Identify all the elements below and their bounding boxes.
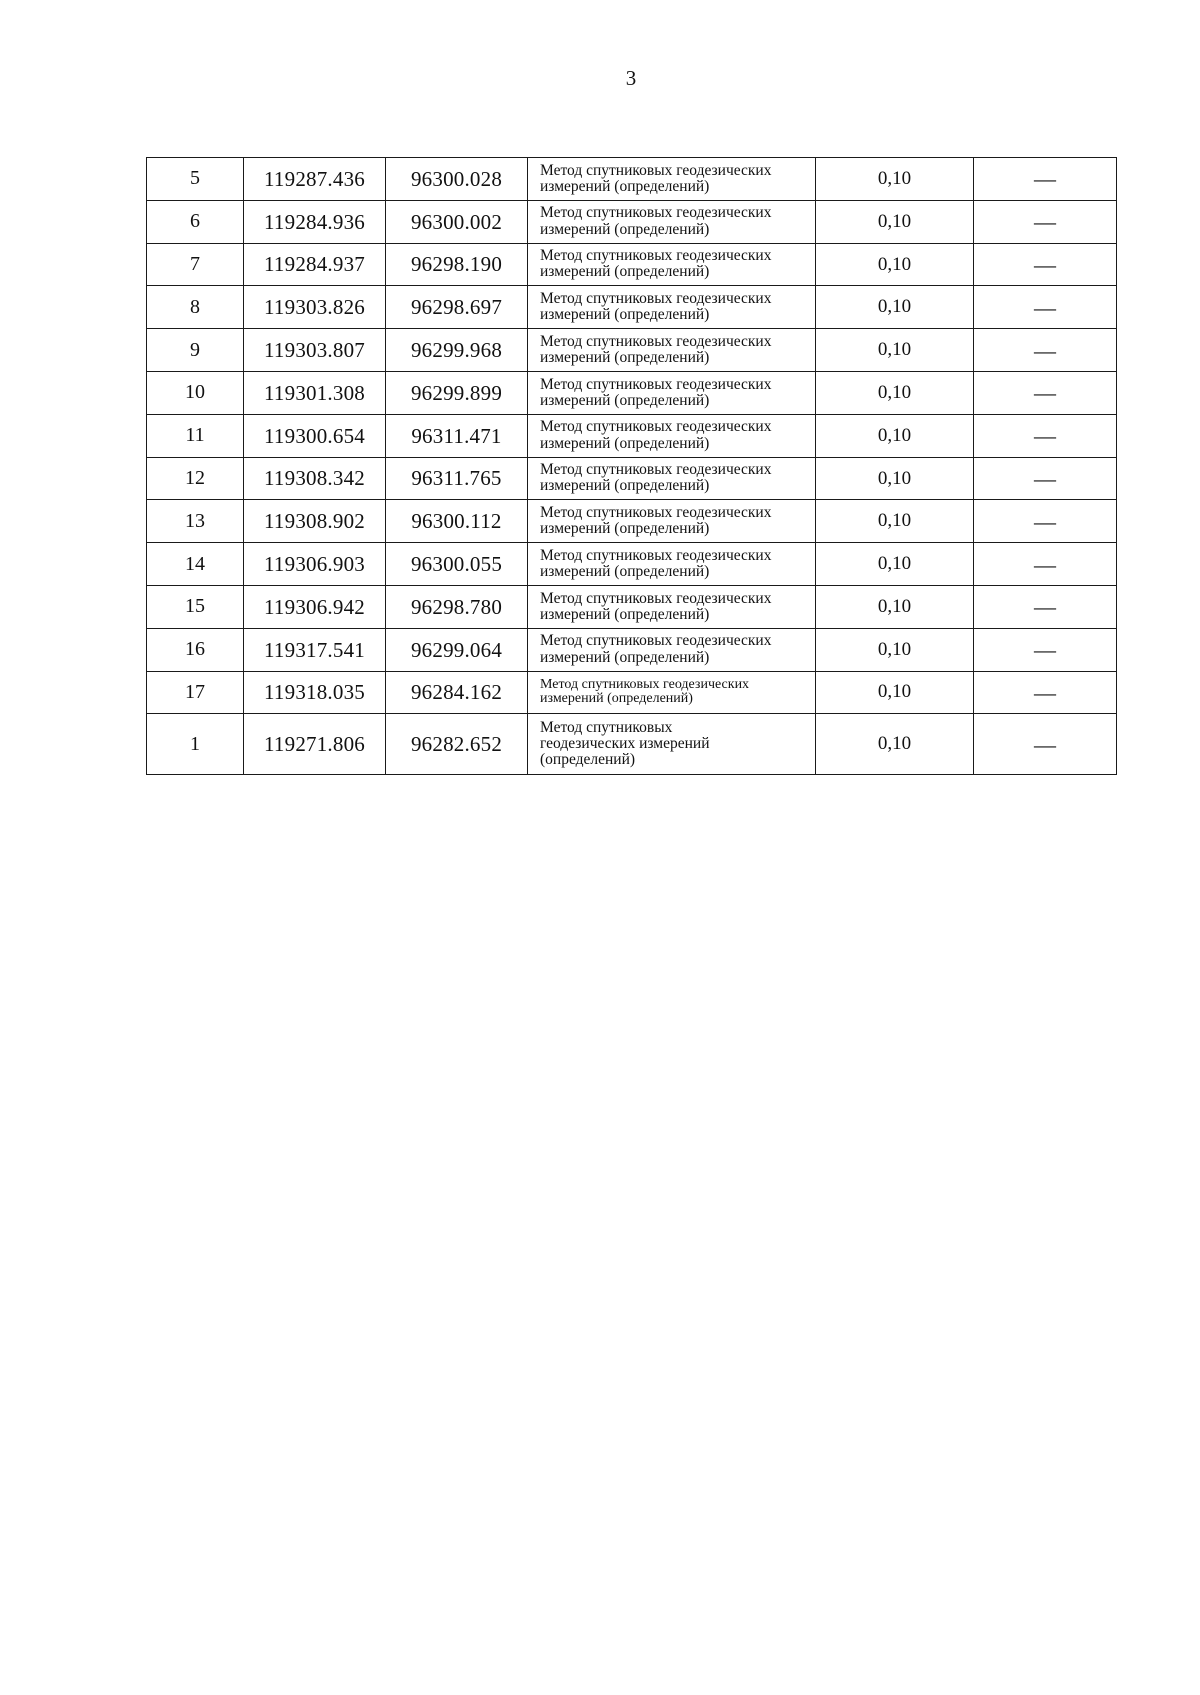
method-text-line: измерений (определений) <box>540 177 710 195</box>
accuracy-cell: 0,10 <box>816 714 974 775</box>
y-coordinate-cell: 96298.780 <box>386 585 528 628</box>
method-cell <box>528 158 816 201</box>
point-number-cell: 15 <box>147 585 244 628</box>
point-number-cell: 12 <box>147 457 244 500</box>
table-row <box>147 714 1117 775</box>
description-cell: — <box>974 500 1117 543</box>
accuracy-cell: 0,10 <box>816 457 974 500</box>
method-cell <box>528 671 816 714</box>
x-coordinate-cell: 119284.936 <box>244 200 386 243</box>
method-cell <box>528 371 816 414</box>
table-row <box>147 200 1117 243</box>
method-text-line: измерений (определений) <box>540 220 710 238</box>
method-text-line: Метод спутниковых геодезических <box>540 676 750 692</box>
table-row <box>147 371 1117 414</box>
accuracy-cell: 0,10 <box>816 243 974 286</box>
y-coordinate-cell: 96299.064 <box>386 628 528 671</box>
description-cell: — <box>974 243 1117 286</box>
method-text-line: Метод спутниковых геодезических <box>540 461 772 479</box>
description-cell: — <box>974 671 1117 714</box>
method-text-line: измерений (определений) <box>540 434 710 452</box>
x-coordinate-cell: 119300.654 <box>244 414 386 457</box>
method-text-line: (определений) <box>540 751 636 769</box>
table-row <box>147 671 1117 714</box>
method-cell <box>528 414 816 457</box>
point-number-cell: 10 <box>147 371 244 414</box>
method-cell <box>528 329 816 372</box>
method-text-line: измерений (определений) <box>540 520 710 538</box>
method-text-line: Метод спутниковых геодезических <box>540 161 772 179</box>
table-row <box>147 585 1117 628</box>
description-cell: — <box>974 286 1117 329</box>
x-coordinate-cell: 119271.806 <box>244 714 386 775</box>
x-coordinate-cell: 119303.826 <box>244 286 386 329</box>
method-text-line: измерений (определений) <box>540 691 693 707</box>
x-coordinate-cell: 119284.937 <box>244 243 386 286</box>
y-coordinate-cell: 96298.190 <box>386 243 528 286</box>
y-coordinate-cell: 96282.652 <box>386 714 528 775</box>
description-cell: — <box>974 714 1117 775</box>
point-number-cell: 8 <box>147 286 244 329</box>
accuracy-cell: 0,10 <box>816 628 974 671</box>
method-cell <box>528 200 816 243</box>
method-text-line: измерений (определений) <box>540 306 710 324</box>
y-coordinate-cell: 96300.112 <box>386 500 528 543</box>
description-cell: — <box>974 628 1117 671</box>
x-coordinate-cell: 119308.902 <box>244 500 386 543</box>
table-row <box>147 628 1117 671</box>
x-coordinate-cell: 119317.541 <box>244 628 386 671</box>
page-number: 3 <box>625 66 637 90</box>
point-number-cell: 17 <box>147 671 244 714</box>
y-coordinate-cell: 96298.697 <box>386 286 528 329</box>
method-text-line: Метод спутниковых геодезических <box>540 247 772 265</box>
table-row <box>147 543 1117 586</box>
y-coordinate-cell: 96284.162 <box>386 671 528 714</box>
method-text-line: Метод спутниковых геодезических <box>540 418 772 436</box>
method-text-line: Метод спутниковых геодезических <box>540 204 772 222</box>
accuracy-cell: 0,10 <box>816 200 974 243</box>
accuracy-cell: 0,10 <box>816 329 974 372</box>
accuracy-cell: 0,10 <box>816 371 974 414</box>
description-cell: — <box>974 158 1117 201</box>
x-coordinate-cell: 119303.807 <box>244 329 386 372</box>
coordinates-table-body <box>147 158 1117 775</box>
method-text-line: Метод спутниковых геодезических <box>540 375 772 393</box>
method-cell <box>528 543 816 586</box>
x-coordinate-cell: 119301.308 <box>244 371 386 414</box>
method-text-line: измерений (определений) <box>540 605 710 623</box>
y-coordinate-cell: 96311.765 <box>386 457 528 500</box>
accuracy-cell: 0,10 <box>816 414 974 457</box>
method-text-line: Метод спутниковых геодезических <box>540 589 772 607</box>
x-coordinate-cell: 119318.035 <box>244 671 386 714</box>
method-cell <box>528 585 816 628</box>
table-row <box>147 286 1117 329</box>
accuracy-cell: 0,10 <box>816 585 974 628</box>
method-text-line: измерений (определений) <box>540 563 710 581</box>
x-coordinate-cell: 119287.436 <box>244 158 386 201</box>
table-row <box>147 457 1117 500</box>
y-coordinate-cell: 96311.471 <box>386 414 528 457</box>
table-row <box>147 158 1117 201</box>
accuracy-cell: 0,10 <box>816 500 974 543</box>
accuracy-cell: 0,10 <box>816 543 974 586</box>
x-coordinate-cell: 119308.342 <box>244 457 386 500</box>
y-coordinate-cell: 96299.899 <box>386 371 528 414</box>
x-coordinate-cell: 119306.942 <box>244 585 386 628</box>
method-cell <box>528 457 816 500</box>
description-cell: — <box>974 371 1117 414</box>
table-row <box>147 243 1117 286</box>
accuracy-cell: 0,10 <box>816 286 974 329</box>
table-row <box>147 414 1117 457</box>
method-cell <box>528 500 816 543</box>
x-coordinate-cell: 119306.903 <box>244 543 386 586</box>
method-text-line: Метод спутниковых геодезических <box>540 632 772 650</box>
description-cell: — <box>974 414 1117 457</box>
method-text-line: Метод спутниковых <box>540 718 673 736</box>
method-text-line: Метод спутниковых геодезических <box>540 504 772 521</box>
point-number-cell: 16 <box>147 628 244 671</box>
description-cell: — <box>974 585 1117 628</box>
table-row <box>147 500 1117 543</box>
point-number-cell: 11 <box>147 414 244 457</box>
method-text-line: Метод спутниковых геодезических <box>540 332 772 350</box>
description-cell: — <box>974 543 1117 586</box>
accuracy-cell: 0,10 <box>816 671 974 714</box>
point-number-cell: 5 <box>147 158 244 201</box>
method-cell <box>528 243 816 286</box>
point-number-cell: 1 <box>147 714 244 775</box>
method-text-line: Метод спутниковых геодезических <box>540 290 772 308</box>
accuracy-cell: 0,10 <box>816 158 974 201</box>
method-text-line: измерений (определений) <box>540 263 710 281</box>
method-text-line: измерений (определений) <box>540 349 710 367</box>
method-cell <box>528 286 816 329</box>
y-coordinate-cell: 96300.055 <box>386 543 528 586</box>
method-cell <box>528 714 816 775</box>
method-cell <box>528 628 816 671</box>
point-number-cell: 6 <box>147 200 244 243</box>
description-cell: — <box>974 200 1117 243</box>
y-coordinate-cell: 96300.028 <box>386 158 528 201</box>
method-text-line: геодезических измерений <box>540 735 710 753</box>
point-number-cell: 9 <box>147 329 244 372</box>
point-number-cell: 7 <box>147 243 244 286</box>
description-cell: — <box>974 329 1117 372</box>
coordinates-table <box>146 157 1117 775</box>
method-text-line: Метод спутниковых геодезических <box>540 546 772 564</box>
point-number-cell: 14 <box>147 543 244 586</box>
point-number-cell: 13 <box>147 500 244 543</box>
description-cell: — <box>974 457 1117 500</box>
table-row <box>147 329 1117 372</box>
method-text-line: измерений (определений) <box>540 391 710 409</box>
y-coordinate-cell: 96300.002 <box>386 200 528 243</box>
y-coordinate-cell: 96299.968 <box>386 329 528 372</box>
method-text-line: измерений (определений) <box>540 648 710 666</box>
method-text-line: измерений (определений) <box>540 477 710 495</box>
